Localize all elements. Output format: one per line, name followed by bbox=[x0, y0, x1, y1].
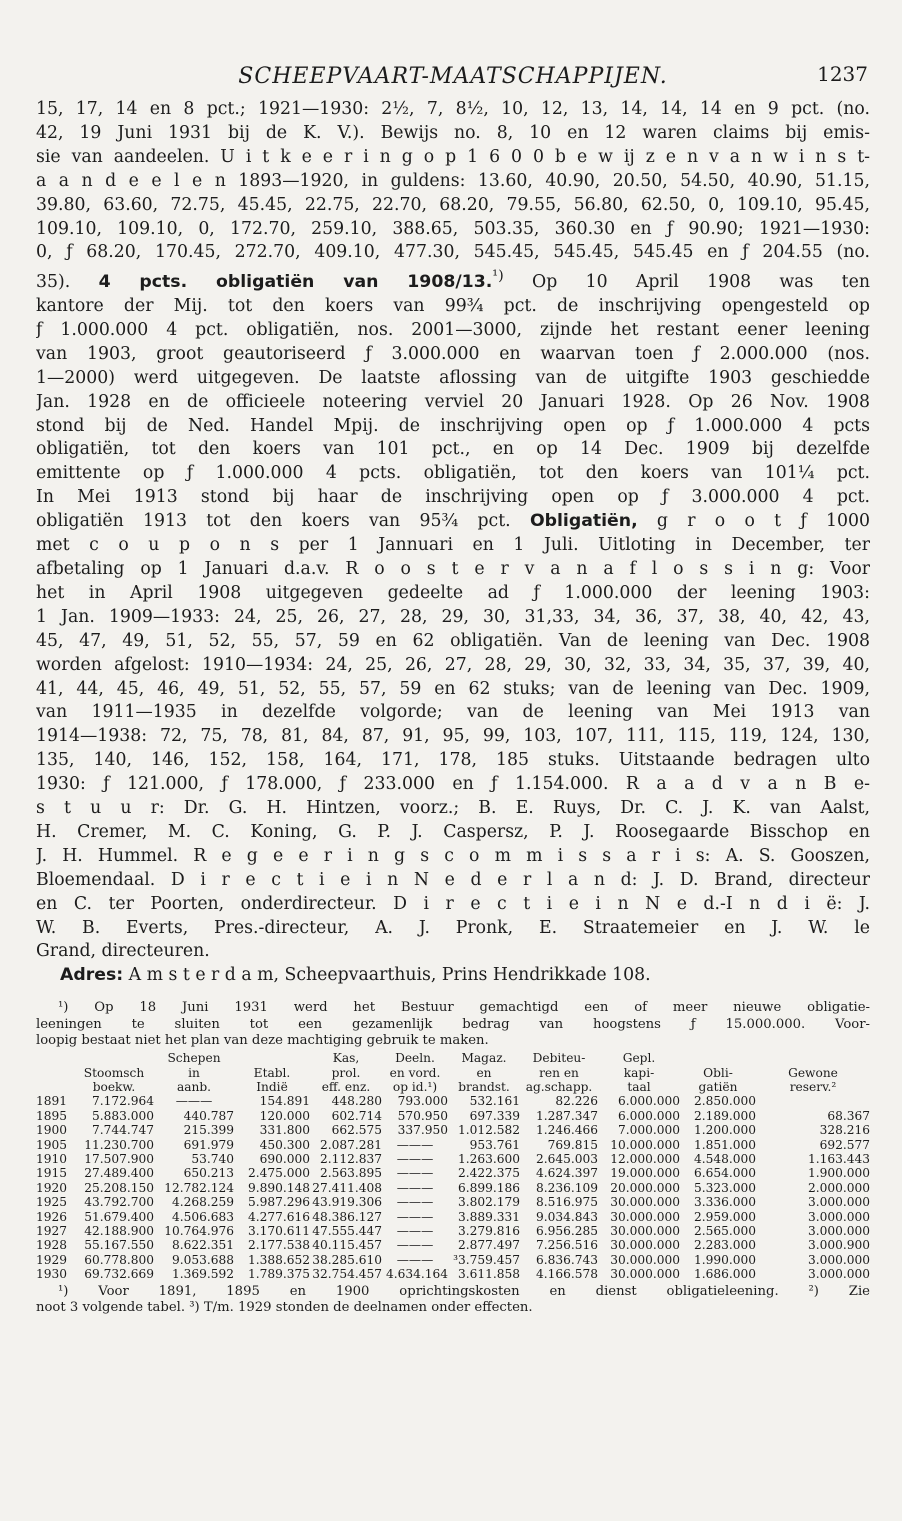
text-line: 1930: ƒ 121.000, ƒ 178.000, ƒ 233.000 en ƒ 1.154.000. R a a d v a n B e- bbox=[36, 774, 870, 795]
footnote-line: loopig bestaat niet het plan van deze machtiging gebruik te maken. bbox=[36, 1032, 489, 1048]
table-cell: 9.034.843 bbox=[535, 1209, 598, 1224]
text-fragment: obligatiën 1913 tot den koers van 95¾ pct. bbox=[36, 511, 511, 532]
table-cell: 30.000.000 bbox=[610, 1267, 680, 1282]
text-line: J. H. Hummel. R e g e e r i n g s c o m m i s s a r i s: A. S. Gooszen, bbox=[36, 845, 870, 866]
table-cell: 2.959.000 bbox=[693, 1209, 756, 1224]
table-cell: 30.000.000 bbox=[610, 1195, 680, 1210]
text-line: 42, 19 Juni 1931 bij de K. V.). Bewijs no. 8, 10 en 12 waren claims bij emis- bbox=[36, 122, 870, 143]
table-cell: 448.280 bbox=[331, 1094, 382, 1109]
table-cell: 650.213 bbox=[183, 1166, 234, 1181]
table-cell: 3.336.000 bbox=[693, 1195, 756, 1210]
table-cell: 1.686.000 bbox=[693, 1267, 756, 1282]
table-header-cell: Magaz. bbox=[461, 1051, 507, 1066]
table-header-cell: Deeln. bbox=[395, 1051, 435, 1066]
footnote-line: leeningen te sluiten tot een gezamenlijk bedrag van hoogstens ƒ 15.000.000. Voor- bbox=[36, 1016, 870, 1032]
table-cell: 8.622.351 bbox=[171, 1238, 234, 1253]
text-line: 41, 44, 45, 46, 49, 51, 52, 55, 57, 59 en 62 stuks; van de leening van Dec. 1909, bbox=[36, 678, 870, 699]
text-line: ƒ 1.000.000 4 pct. obligatiën, nos. 2001—3000, zijnde het restant eener leening bbox=[36, 319, 870, 340]
table-year-cell: 1910 bbox=[36, 1152, 68, 1167]
table-cell: 154.891 bbox=[259, 1094, 310, 1109]
table-header-cell: op id.¹) bbox=[392, 1080, 438, 1094]
table-row bbox=[36, 1267, 870, 1281]
text-fragment: 35). bbox=[36, 272, 71, 293]
table-cell: 2.112.837 bbox=[319, 1152, 382, 1167]
table-header-cell: aanb. bbox=[176, 1080, 212, 1094]
table-header-cell bbox=[680, 1051, 756, 1065]
table-cell: 1.012.582 bbox=[457, 1123, 520, 1138]
table-cell: 30.000.000 bbox=[610, 1238, 680, 1253]
table-cell: 1.990.000 bbox=[693, 1252, 756, 1267]
table-header-row bbox=[36, 1066, 870, 1080]
running-title: SCHEEPVAART-MAATSCHAPPIJEN. bbox=[238, 64, 668, 89]
table-cell: 3.000.000 bbox=[807, 1224, 870, 1239]
table-year-cell: 1926 bbox=[36, 1209, 68, 1224]
table-header-cell: Gewone bbox=[788, 1065, 838, 1080]
table-cell: 3.000.000 bbox=[807, 1267, 870, 1282]
table-cell: 2.563.895 bbox=[319, 1166, 382, 1181]
bond-heading-line bbox=[36, 265, 870, 295]
table-cell: 4.166.578 bbox=[535, 1267, 598, 1282]
text-line: kantore der Mij. tot den koers van 99¾ pct. de inschrijving opengesteld op bbox=[36, 296, 870, 317]
table-header-cell bbox=[74, 1051, 154, 1065]
table-cell: 27.489.400 bbox=[84, 1166, 154, 1181]
table-cell: 30.000.000 bbox=[610, 1209, 680, 1224]
page-header bbox=[36, 50, 870, 98]
table-header-cell: boekw. bbox=[92, 1080, 136, 1094]
table-cell: 55.167.550 bbox=[84, 1238, 154, 1253]
table-cell: 7.744.747 bbox=[91, 1123, 154, 1138]
table-cell: 69.732.669 bbox=[84, 1267, 154, 1282]
table-cell: 19.000.000 bbox=[610, 1166, 680, 1181]
financial-table bbox=[36, 1051, 870, 1282]
table-cell: 1.163.443 bbox=[807, 1152, 870, 1167]
table-cell: 1.789.375 bbox=[247, 1267, 310, 1282]
table-header-cell: Kas, bbox=[332, 1051, 360, 1066]
table-cell: 2.177.538 bbox=[247, 1238, 310, 1253]
table-cell: 48.386.127 bbox=[312, 1209, 382, 1224]
table-cell: 2.645.003 bbox=[535, 1152, 598, 1167]
address-label: Adres: bbox=[60, 965, 124, 986]
table-year-cell: 1905 bbox=[36, 1137, 68, 1152]
table-header-cell: en bbox=[476, 1065, 492, 1080]
text-line: 109.10, 109.10, 0, 172.70, 259.10, 388.65, 503.35, 360.30 en ƒ 90.90; 1921—1930: bbox=[36, 218, 870, 239]
table-row bbox=[36, 1166, 870, 1180]
table-cell: 3.000.000 bbox=[807, 1209, 870, 1224]
text-line: het in April 1908 uitgegeven gedeelte ad ƒ 1.000.000 der leening 1903: bbox=[36, 582, 870, 603]
table-cell: 2.565.000 bbox=[693, 1224, 756, 1239]
text-line: afbetaling op 1 Januari d.a.v. R o o s t e r v a n a f l o s s i n g: Voor bbox=[36, 558, 870, 579]
table-cell: 1.200.000 bbox=[693, 1123, 756, 1138]
table-year-cell: 1900 bbox=[36, 1123, 68, 1138]
table-header-cell bbox=[756, 1051, 870, 1065]
table-cell: 12.000.000 bbox=[610, 1152, 680, 1167]
table-cell: 2.283.000 bbox=[693, 1238, 756, 1253]
text-line: 1 Jan. 1909—1933: 24, 25, 26, 27, 28, 29, 30, 31,33, 34, 36, 37, 38, 40, 42, 43, bbox=[36, 606, 870, 627]
table-cell: ——— bbox=[396, 1238, 434, 1253]
table-row bbox=[36, 1224, 870, 1238]
text-line: 15, 17, 14 en 8 pct.; 1921—1930: 2½, 7, 8½, 10, 12, 13, 14, 14, 14 en 9 pct. (no. bbox=[36, 99, 870, 119]
table-cell: 1.287.347 bbox=[535, 1108, 598, 1123]
oblig-heading-line bbox=[36, 510, 870, 534]
table-cell: 5.987.296 bbox=[247, 1195, 310, 1210]
text-line: a a n d e e l e n 1893—1920, in guldens: 13.60, 40.90, 20.50, 54.50, 40.90, 51.15, bbox=[36, 170, 870, 191]
table-cell: 10.000.000 bbox=[610, 1137, 680, 1152]
table-cell: 40.115.457 bbox=[312, 1238, 382, 1253]
text-line: H. Cremer, M. C. Koning, G. P. J. Caspersz, P. J. Roosegaarde Bisschop en bbox=[36, 821, 870, 842]
text-line: Bloemendaal. D i r e c t i e i n N e d e r l a n d: J. D. Brand, directeur bbox=[36, 869, 870, 890]
table-cell: 450.300 bbox=[259, 1137, 310, 1152]
table-cell: 3.170.611 bbox=[247, 1224, 310, 1239]
table-year-cell: 1928 bbox=[36, 1238, 68, 1253]
table-cell: 3.889.331 bbox=[457, 1209, 520, 1224]
table-header-row bbox=[36, 1051, 870, 1065]
table-header-cell: gatiën bbox=[698, 1080, 738, 1094]
table-cell: 27.411.408 bbox=[312, 1180, 382, 1195]
text-line: sie van aandeelen. U i t k e e r i n g o p 1 6 0 0 b e w ij z e n v a n w i n s t- bbox=[36, 146, 870, 167]
bond-heading: 4 pcts. obligatiën van 1908/13. bbox=[98, 272, 493, 293]
table-year-cell: 1920 bbox=[36, 1180, 68, 1195]
table-cell: 9.053.688 bbox=[171, 1252, 234, 1267]
text-line: stond bij de Ned. Handel Mpij. de inschrijving open op ƒ 1.000.000 4 pcts bbox=[36, 415, 870, 436]
text-line: obligatiën, tot den koers van 101 pct., en op 14 Dec. 1909 bij dezelfde bbox=[36, 439, 870, 460]
table-row bbox=[36, 1210, 870, 1224]
table-cell: 692.577 bbox=[819, 1137, 870, 1152]
table-cell: 12.782.124 bbox=[164, 1180, 234, 1195]
text-line: en C. ter Poorten, onderdirecteur. D i r e c t i e i n N e d.-I n d i ë: J. bbox=[36, 893, 870, 914]
table-cell: 32.754.457 bbox=[312, 1267, 382, 1282]
table-cell: ——— bbox=[396, 1137, 434, 1152]
table-cell: 4.634.164 bbox=[385, 1267, 448, 1282]
table-cell: 42.188.900 bbox=[84, 1224, 154, 1239]
table-cell: 1.388.652 bbox=[247, 1252, 310, 1267]
table-cell: 1.246.466 bbox=[535, 1123, 598, 1138]
text-line: 1—2000) werd uitgegeven. De laatste aflossing van de uitgifte 1903 geschiedde bbox=[36, 367, 870, 388]
table-header-cell: brandst. bbox=[458, 1080, 510, 1094]
table-cell: 8.516.975 bbox=[535, 1195, 598, 1210]
table-cell: 43.919.306 bbox=[312, 1195, 382, 1210]
table-cell: 331.800 bbox=[259, 1123, 310, 1138]
table-cell: 5.323.000 bbox=[693, 1180, 756, 1195]
table-header-cell: kapi- bbox=[623, 1065, 655, 1080]
table-cell: 17.507.900 bbox=[84, 1152, 154, 1167]
footnote-line: noot 3 volgende tabel. ³) T/m. 1929 stonden de deelnamen onder effecten. bbox=[36, 1299, 533, 1315]
table-header-cell: in bbox=[188, 1065, 200, 1080]
table-cell: 6.836.743 bbox=[535, 1252, 598, 1267]
table-cell: 6.000.000 bbox=[617, 1108, 680, 1123]
table-cell: 30.000.000 bbox=[610, 1252, 680, 1267]
table-year-cell: 1929 bbox=[36, 1252, 68, 1267]
table-cell: 2.189.000 bbox=[693, 1108, 756, 1123]
table-cell: 7.000.000 bbox=[617, 1123, 680, 1138]
table-cell: 662.575 bbox=[331, 1123, 382, 1138]
table-row bbox=[36, 1094, 870, 1108]
table-row bbox=[36, 1195, 870, 1209]
table-cell: 53.740 bbox=[191, 1152, 234, 1167]
address-text: A m s t e r d a m, Scheepvaarthuis, Prins Hendrikkade 108. bbox=[123, 965, 651, 986]
table-header-cell bbox=[36, 1080, 74, 1094]
table-header-cell bbox=[36, 1066, 74, 1080]
page-number: 1237 bbox=[817, 62, 868, 86]
table-cell: ³3.759.457 bbox=[453, 1252, 520, 1267]
table-header-cell: Debiteu- bbox=[532, 1051, 586, 1066]
table-row bbox=[36, 1152, 870, 1166]
table-cell: 6.899.186 bbox=[457, 1180, 520, 1195]
table-header-cell: Schepen bbox=[167, 1051, 221, 1066]
table-header-cell: Indië bbox=[256, 1080, 288, 1094]
table-header-row bbox=[36, 1080, 870, 1094]
table-header-cell: Stoomsch bbox=[83, 1065, 145, 1080]
table-cell: 60.778.800 bbox=[84, 1252, 154, 1267]
table-cell: 120.000 bbox=[259, 1108, 310, 1123]
table-cell: 30.000.000 bbox=[610, 1224, 680, 1239]
table-header-cell bbox=[36, 1051, 74, 1065]
text-line: 135, 140, 146, 152, 158, 164, 171, 178, 185 stuks. Uitstaande bedragen ulto bbox=[36, 750, 870, 771]
table-cell: 3.802.179 bbox=[457, 1195, 520, 1210]
table-cell: 697.339 bbox=[469, 1108, 520, 1123]
table-cell: 51.679.400 bbox=[84, 1209, 154, 1224]
table-cell: 4.277.616 bbox=[247, 1209, 310, 1224]
table-header-cell: Etabl. bbox=[253, 1065, 291, 1080]
table-cell: 2.877.497 bbox=[457, 1238, 520, 1253]
text-fragment: Op 10 April 1908 was ten bbox=[503, 272, 870, 293]
table-cell: 2.475.000 bbox=[247, 1166, 310, 1181]
table-cell: 4.506.683 bbox=[171, 1209, 234, 1224]
text-line: 0, ƒ 68.20, 170.45, 272.70, 409.10, 477.30, 545.45, 545.45, 545.45 en ƒ 204.55 (no. bbox=[36, 242, 870, 263]
table-cell: 10.764.976 bbox=[164, 1224, 234, 1239]
oblig-heading: Obligatiën, bbox=[529, 511, 638, 532]
table-header-cell: taal bbox=[627, 1080, 651, 1094]
text-line: 39.80, 63.60, 72.75, 45.45, 22.75, 22.70, 68.20, 79.55, 56.80, 62.50, 0, 109.10, 95.45, bbox=[36, 194, 870, 215]
body-text bbox=[36, 98, 870, 988]
table-cell: 769.815 bbox=[547, 1137, 598, 1152]
table-cell: 6.956.285 bbox=[535, 1224, 598, 1239]
table-header-cell bbox=[234, 1051, 310, 1065]
table-cell: ——— bbox=[396, 1152, 434, 1167]
table-cell: 953.761 bbox=[469, 1137, 520, 1152]
table-cell: 4.548.000 bbox=[693, 1152, 756, 1167]
table-cell bbox=[756, 1094, 870, 1108]
footnote-line: ¹) Op 18 Juni 1931 werd het Bestuur gemachtigd een of meer nieuwe obligatie- bbox=[58, 1000, 870, 1016]
text-fragment: g r o o t ƒ 1000 bbox=[637, 511, 870, 532]
table-header-cell: en vord. bbox=[389, 1065, 441, 1080]
table-cell: 3.000.900 bbox=[807, 1238, 870, 1253]
table-cell: ——— bbox=[396, 1166, 434, 1181]
table-cell: 4.624.397 bbox=[535, 1166, 598, 1181]
table-header-cell: Obli- bbox=[703, 1065, 733, 1080]
table-row bbox=[36, 1238, 870, 1252]
table-cell: 328.216 bbox=[819, 1123, 870, 1138]
table-cell: 6.654.000 bbox=[693, 1166, 756, 1181]
table-cell: 690.000 bbox=[259, 1152, 310, 1167]
text-line: W. B. Everts, Pres.-directeur, A. J. Pronk, E. Straatemeier en J. W. le bbox=[36, 917, 870, 938]
table-row bbox=[36, 1123, 870, 1137]
table-cell: 3.279.816 bbox=[457, 1224, 520, 1239]
text-line: In Mei 1913 stond bij haar de inschrijving open op ƒ 3.000.000 4 pct. bbox=[36, 487, 870, 508]
table-cell: 1.851.000 bbox=[693, 1137, 756, 1152]
table-header-cell: reserv.² bbox=[789, 1080, 837, 1094]
table-cell: 43.792.700 bbox=[84, 1195, 154, 1210]
table-cell: ——— bbox=[396, 1180, 434, 1195]
address-line bbox=[36, 964, 870, 988]
table-cell: 1.369.592 bbox=[171, 1267, 234, 1282]
text-line: s t u u r: Dr. G. H. Hintzen, voorz.; B. E. Ruys, Dr. C. J. K. van Aalst, bbox=[36, 798, 870, 819]
table-cell: 215.399 bbox=[183, 1123, 234, 1138]
table-row bbox=[36, 1109, 870, 1123]
table-year-cell: 1927 bbox=[36, 1224, 68, 1239]
footnote-ref: ¹) bbox=[492, 268, 504, 285]
table-cell: 68.367 bbox=[827, 1108, 870, 1123]
table-cell: 793.000 bbox=[397, 1094, 448, 1109]
table-cell: 8.236.109 bbox=[535, 1180, 598, 1195]
table-header-cell: prol. bbox=[331, 1065, 361, 1080]
table-row bbox=[36, 1253, 870, 1267]
table-year-cell: 1930 bbox=[36, 1267, 68, 1282]
table-cell: 602.714 bbox=[331, 1108, 382, 1123]
table-cell: 11.230.700 bbox=[84, 1137, 154, 1152]
footnote-line: ¹) Voor 1891, 1895 en 1900 oprichtingskosten en dienst obligatieleening. ²) Zie bbox=[58, 1283, 870, 1299]
table-cell: 4.268.259 bbox=[171, 1195, 234, 1210]
table-cell: ——— bbox=[396, 1224, 434, 1239]
text-line: worden afgelost: 1910—1934: 24, 25, 26, 27, 28, 29, 30, 32, 33, 34, 35, 37, 39, 40, bbox=[36, 654, 870, 675]
table-cell: 7.256.516 bbox=[535, 1238, 598, 1253]
table-cell: 1.900.000 bbox=[807, 1166, 870, 1181]
text-line: Jan. 1928 en de officieele noteering verviel 20 Januari 1928. Op 26 Nov. 1908 bbox=[36, 391, 870, 412]
table-header-cell: Gepl. bbox=[622, 1051, 656, 1066]
footnote-bottom bbox=[36, 1284, 870, 1317]
table-cell: 25.208.150 bbox=[84, 1180, 154, 1195]
text-line: Grand, directeuren. bbox=[36, 941, 210, 962]
table-cell: 38.285.610 bbox=[312, 1252, 382, 1267]
text-line: van 1903, groot geautoriseerd ƒ 3.000.000 en waarvan toen ƒ 2.000.000 (nos. bbox=[36, 343, 870, 364]
table-cell: 1.263.600 bbox=[457, 1152, 520, 1167]
table-cell: 3.000.000 bbox=[807, 1252, 870, 1267]
text-line: 1914—1938: 72, 75, 78, 81, 84, 87, 91, 95, 99, 103, 107, 111, 115, 119, 124, 130, bbox=[36, 726, 870, 747]
table-row bbox=[36, 1181, 870, 1195]
table-cell: 3.611.858 bbox=[457, 1267, 520, 1282]
table-cell: 2.850.000 bbox=[693, 1094, 756, 1109]
table-cell: ——— bbox=[396, 1209, 434, 1224]
table-cell: 7.172.964 bbox=[91, 1094, 154, 1109]
text-line: met c o u p o n s per 1 Jannuari en 1 Juli. Uitloting in December, ter bbox=[36, 535, 870, 556]
text-line: 45, 47, 49, 51, 52, 55, 57, 59 en 62 obligatiën. Van de leening van Dec. 1908 bbox=[36, 630, 870, 651]
table-cell: 20.000.000 bbox=[610, 1180, 680, 1195]
table-cell: 532.161 bbox=[469, 1094, 520, 1109]
table-cell: ——— bbox=[175, 1094, 213, 1109]
table-header-cell: ag.schapp. bbox=[525, 1080, 593, 1094]
footnote-top bbox=[36, 1000, 870, 1049]
table-cell: ——— bbox=[396, 1195, 434, 1210]
table-row bbox=[36, 1138, 870, 1152]
table-year-cell: 1925 bbox=[36, 1195, 68, 1210]
table-header-cell: ren en bbox=[539, 1065, 579, 1080]
table-cell: 440.787 bbox=[183, 1108, 234, 1123]
table-cell: 5.883.000 bbox=[91, 1108, 154, 1123]
table-cell: 2.087.281 bbox=[319, 1137, 382, 1152]
table-cell: 2.000.000 bbox=[807, 1180, 870, 1195]
table-cell: 2.422.375 bbox=[457, 1166, 520, 1181]
table-cell: 570.950 bbox=[397, 1108, 448, 1123]
table-year-cell: 1915 bbox=[36, 1166, 68, 1181]
table-cell: 9.890.148 bbox=[247, 1180, 310, 1195]
table-cell: 337.950 bbox=[397, 1123, 448, 1138]
text-line: van 1911—1935 in dezelfde volgorde; van de leening van Mei 1913 van bbox=[36, 702, 870, 723]
table-year-cell: 1891 bbox=[36, 1094, 68, 1109]
table-cell: 82.226 bbox=[555, 1094, 598, 1109]
table-cell: 3.000.000 bbox=[807, 1195, 870, 1210]
table-cell: 6.000.000 bbox=[617, 1094, 680, 1109]
table-header-cell: eff. enz. bbox=[321, 1080, 371, 1094]
table-year-cell: 1895 bbox=[36, 1108, 68, 1123]
table-cell: 691.979 bbox=[183, 1137, 234, 1152]
table-cell: 47.555.447 bbox=[312, 1224, 382, 1239]
table-cell: ——— bbox=[396, 1252, 434, 1267]
text-line: emittente op ƒ 1.000.000 4 pcts. obligatiën, tot den koers van 101¼ pct. bbox=[36, 463, 870, 484]
